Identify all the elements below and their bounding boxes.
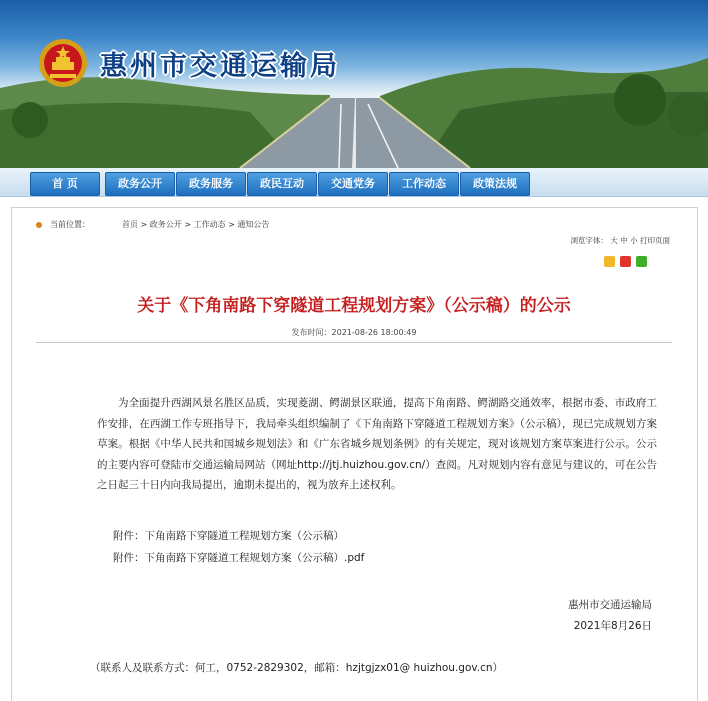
breadcrumb-label: 当前位置： [50, 220, 90, 229]
signature-date: 2021年8月26日 [573, 620, 652, 632]
qzone-share-icon[interactable] [604, 256, 615, 267]
breadcrumb-separator: > [228, 220, 235, 229]
nav-home[interactable]: 首 页 [30, 172, 100, 196]
site-title: 惠州市交通运输局 [100, 51, 340, 82]
nav-work-news[interactable]: 工作动态 [389, 172, 459, 196]
breadcrumb [36, 219, 269, 231]
page-tools [570, 235, 670, 246]
breadcrumb-item-home[interactable]: 首页 [122, 220, 138, 229]
breadcrumb-item-government-affairs[interactable]: 政务公开 [149, 220, 182, 229]
weibo-share-icon[interactable] [620, 256, 631, 267]
attachment-pdf-link[interactable]: 附件：下角南路下穿隧道工程规划方案（公示稿）.pdf [113, 552, 365, 564]
signature: 惠州市交通运输局 [568, 599, 652, 611]
font-size-label: 浏览字体： [570, 236, 608, 245]
article-title: 关于《下角南路下穿隧道工程规划方案》（公示稿）的公示 [137, 296, 571, 316]
national-emblem-icon [38, 38, 88, 88]
header-banner [0, 0, 708, 168]
nav-government-affairs[interactable]: 政务公开 [105, 172, 175, 196]
location-icon [36, 222, 42, 228]
nav-government-services[interactable]: 政务服务 [176, 172, 246, 196]
font-large-link[interactable]: 大 [610, 236, 618, 245]
wechat-share-icon[interactable] [636, 256, 647, 267]
attachment-link[interactable]: 附件：下角南路下穿隧道工程规划方案（公示稿） [113, 530, 344, 542]
breadcrumb-item-notices[interactable]: 通知公告 [237, 220, 270, 229]
breadcrumb-separator: > [184, 220, 192, 229]
article-body: 为全面提升西湖风景名胜区品质，实现菱湖、鳄湖景区联通，提高下角南路、鳄湖路交通效率，根据市委、市政府工作安排，在西湖工作专班指导下，我局牵头组织编制了《下角南路下穿隧道工程规划方案》（公示稿），现已完成规划方案草案。根据《中华人民共和国城乡规划法》和《广东省城乡规划条例》的有关规定，现对该规划方案草案进行公示。公示的主要内容可登陆市交通运输局网站（网址http://jtj.huizhou.gov.cn/）查阅。凡对规划内容有意见与建议的，可在公告之日起三十日内向我局提出，逾期未提出的，视为放弃上述权利。 [97, 397, 657, 491]
nav-policies-regulations[interactable]: 政策法规 [460, 172, 530, 196]
breadcrumb-separator: > [140, 220, 148, 229]
publish-time: 发布时间：2021-08-26 18:00:49 [291, 328, 417, 337]
contact-info: （联系人及联系方式：何工，0752-2829302，邮箱：hzjtgjzx01@ huizhou.gov.cn） [90, 662, 504, 674]
nav-party-affairs[interactable]: 交通党务 [318, 172, 388, 196]
print-page-link[interactable]: 打印页面 [640, 236, 670, 245]
nav-public-interaction[interactable]: 政民互动 [247, 172, 317, 196]
highway-landscape-image [0, 0, 708, 168]
font-small-link[interactable]: 小 [630, 236, 638, 245]
font-medium-link[interactable]: 中 [620, 236, 628, 245]
title-divider [36, 342, 672, 343]
breadcrumb-item-work-news[interactable]: 工作动态 [193, 220, 226, 229]
